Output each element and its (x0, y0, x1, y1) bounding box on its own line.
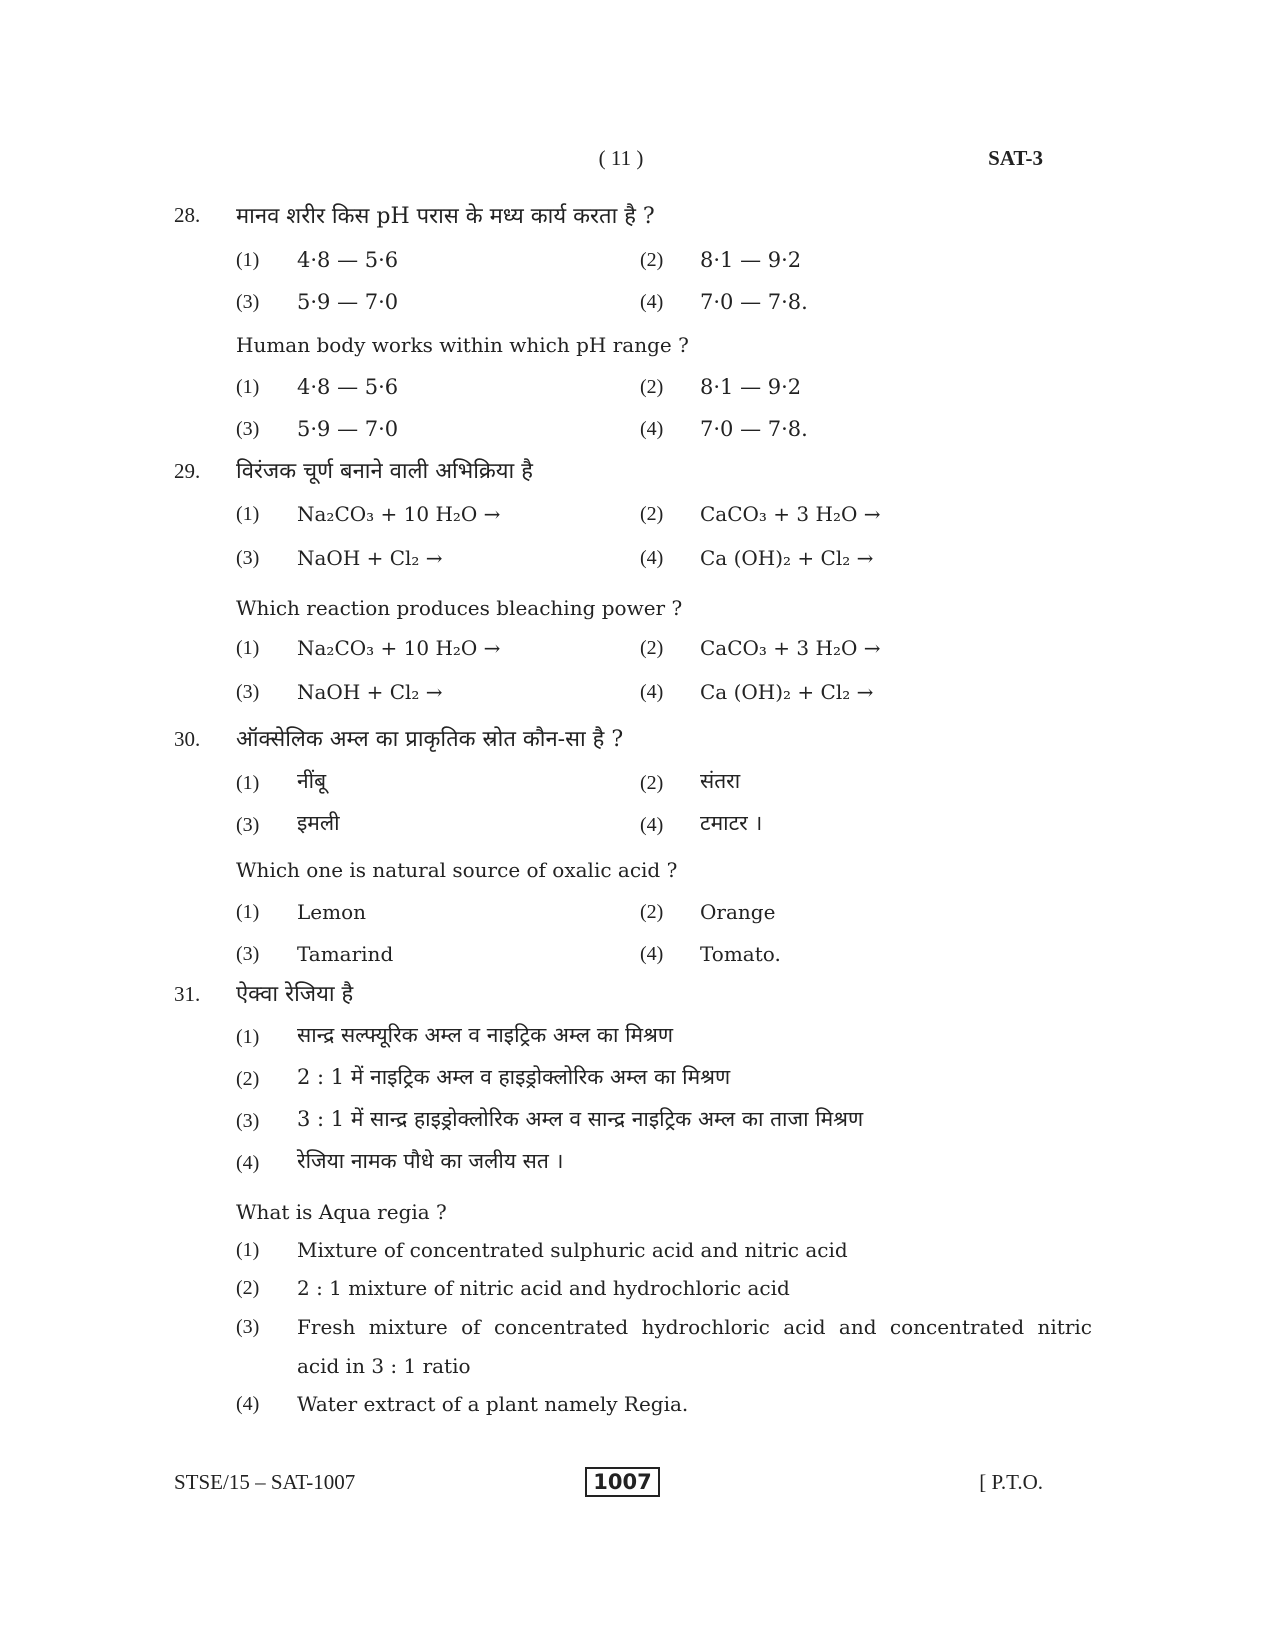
footer-page-code: 1007 (585, 1467, 659, 1497)
option-text: 8·1 — 9·2 (700, 248, 802, 272)
option-text: संतरा (700, 769, 741, 793)
option-number: (1) (236, 772, 260, 794)
option-number: (1) (236, 901, 260, 923)
option-number: (4) (640, 943, 664, 965)
option-text: 4·8 — 5·6 (297, 248, 399, 272)
option-text-continuation: acid in 3 : 1 ratio (297, 1354, 471, 1378)
page-number: ( 11 ) (598, 146, 644, 170)
option-text: 3 : 1 में सान्द्र हाइड्रोक्लोरिक अम्ल व सान्द्र नाइट्रिक अम्ल का ताजा मिश्रण (297, 1107, 864, 1131)
question-text-english: What is Aqua regia ? (236, 1200, 447, 1224)
option-number: (3) (236, 547, 260, 569)
option-number: (4) (640, 418, 664, 440)
option-number: (3) (236, 814, 260, 836)
option-text: Na₂CO₃ + 10 H₂O → (297, 636, 501, 660)
option-text: Ca (OH)₂ + Cl₂ → (700, 680, 874, 704)
option-text: 2 : 1 में नाइट्रिक अम्ल व हाइड्रोक्लोरिक अम्ल का मिश्रण (297, 1065, 731, 1089)
footer-paper-code: STSE/15 – SAT-1007 (174, 1470, 356, 1494)
option-number: (1) (236, 1239, 260, 1261)
option-text: Mixture of concentrated sulphuric acid and nitric acid (297, 1238, 848, 1262)
option-number: (2) (640, 772, 664, 794)
question-text-hindi: ऐक्वा रेजिया है (236, 982, 354, 1007)
option-number: (2) (640, 901, 664, 923)
option-number: (4) (640, 814, 664, 836)
option-number: (3) (236, 1316, 260, 1338)
option-number: (4) (236, 1152, 260, 1174)
option-text: Fresh mixture of concentrated hydrochloric acid and concentrated nitric (297, 1315, 1092, 1339)
option-number: (3) (236, 1110, 260, 1132)
option-text: 4·8 — 5·6 (297, 375, 399, 399)
option-text: Na₂CO₃ + 10 H₂O → (297, 502, 501, 526)
question-number: 30. (174, 727, 201, 751)
option-text: नींबू (297, 769, 327, 793)
question-text-hindi: मानव शरीर किस pH परास के मध्य कार्य करता है ? (236, 204, 655, 229)
question-number: 31. (174, 982, 201, 1006)
option-number: (3) (236, 291, 260, 313)
question-text-hindi: विरंजक चूर्ण बनाने वाली अभिक्रिया है (236, 459, 533, 484)
option-number: (1) (236, 249, 260, 271)
option-number: (2) (640, 249, 664, 271)
footer-pto: [ P.T.O. (979, 1470, 1043, 1494)
option-text: 7·0 — 7·8. (700, 290, 808, 314)
option-number: (2) (640, 503, 664, 525)
option-text: NaOH + Cl₂ → (297, 680, 443, 704)
option-text: NaOH + Cl₂ → (297, 546, 443, 570)
option-number: (2) (236, 1277, 260, 1299)
option-text: CaCO₃ + 3 H₂O → (700, 502, 881, 526)
question-text-hindi: ऑक्सेलिक अम्ल का प्राकृतिक स्रोत कौन-सा है ? (236, 727, 624, 752)
option-text: Tamarind (297, 942, 394, 966)
option-number: (1) (236, 637, 260, 659)
question-text-english: Which one is natural source of oxalic acid ? (236, 858, 678, 882)
option-number: (1) (236, 1026, 260, 1048)
option-text: Lemon (297, 900, 367, 924)
option-number: (1) (236, 503, 260, 525)
option-text: 5·9 — 7·0 (297, 290, 399, 314)
option-text: 7·0 — 7·8. (700, 417, 808, 441)
option-number: (3) (236, 418, 260, 440)
option-text: Tomato. (700, 942, 781, 966)
option-text: Ca (OH)₂ + Cl₂ → (700, 546, 874, 570)
option-text: टमाटर । (700, 811, 763, 835)
question-number: 28. (174, 203, 201, 227)
option-text: रेजिया नामक पौधे का जलीय सत । (297, 1149, 564, 1173)
option-number: (3) (236, 943, 260, 965)
option-number: (2) (640, 376, 664, 398)
option-number: (2) (640, 637, 664, 659)
option-text: Orange (700, 900, 776, 924)
option-number: (4) (640, 291, 664, 313)
footer-box (0, 1467, 1275, 1497)
question-text-english: Which reaction produces bleaching power ? (236, 596, 683, 620)
option-number: (3) (236, 681, 260, 703)
option-number: (2) (236, 1068, 260, 1090)
option-text: इमली (297, 811, 340, 835)
option-text: 5·9 — 7·0 (297, 417, 399, 441)
option-number: (4) (640, 547, 664, 569)
option-text: CaCO₃ + 3 H₂O → (700, 636, 881, 660)
question-number: 29. (174, 459, 201, 483)
question-text-english: Human body works within which pH range ? (236, 333, 689, 357)
option-text: 8·1 — 9·2 (700, 375, 802, 399)
option-number: (1) (236, 376, 260, 398)
option-text: 2 : 1 mixture of nitric acid and hydrochloric acid (297, 1276, 790, 1300)
option-text: Water extract of a plant namely Regia. (297, 1392, 689, 1416)
series-code: SAT-3 (988, 146, 1043, 170)
option-number: (4) (640, 681, 664, 703)
option-text: सान्द्र सल्फ्यूरिक अम्ल व नाइट्रिक अम्ल का मिश्रण (297, 1023, 674, 1047)
option-number: (4) (236, 1393, 260, 1415)
